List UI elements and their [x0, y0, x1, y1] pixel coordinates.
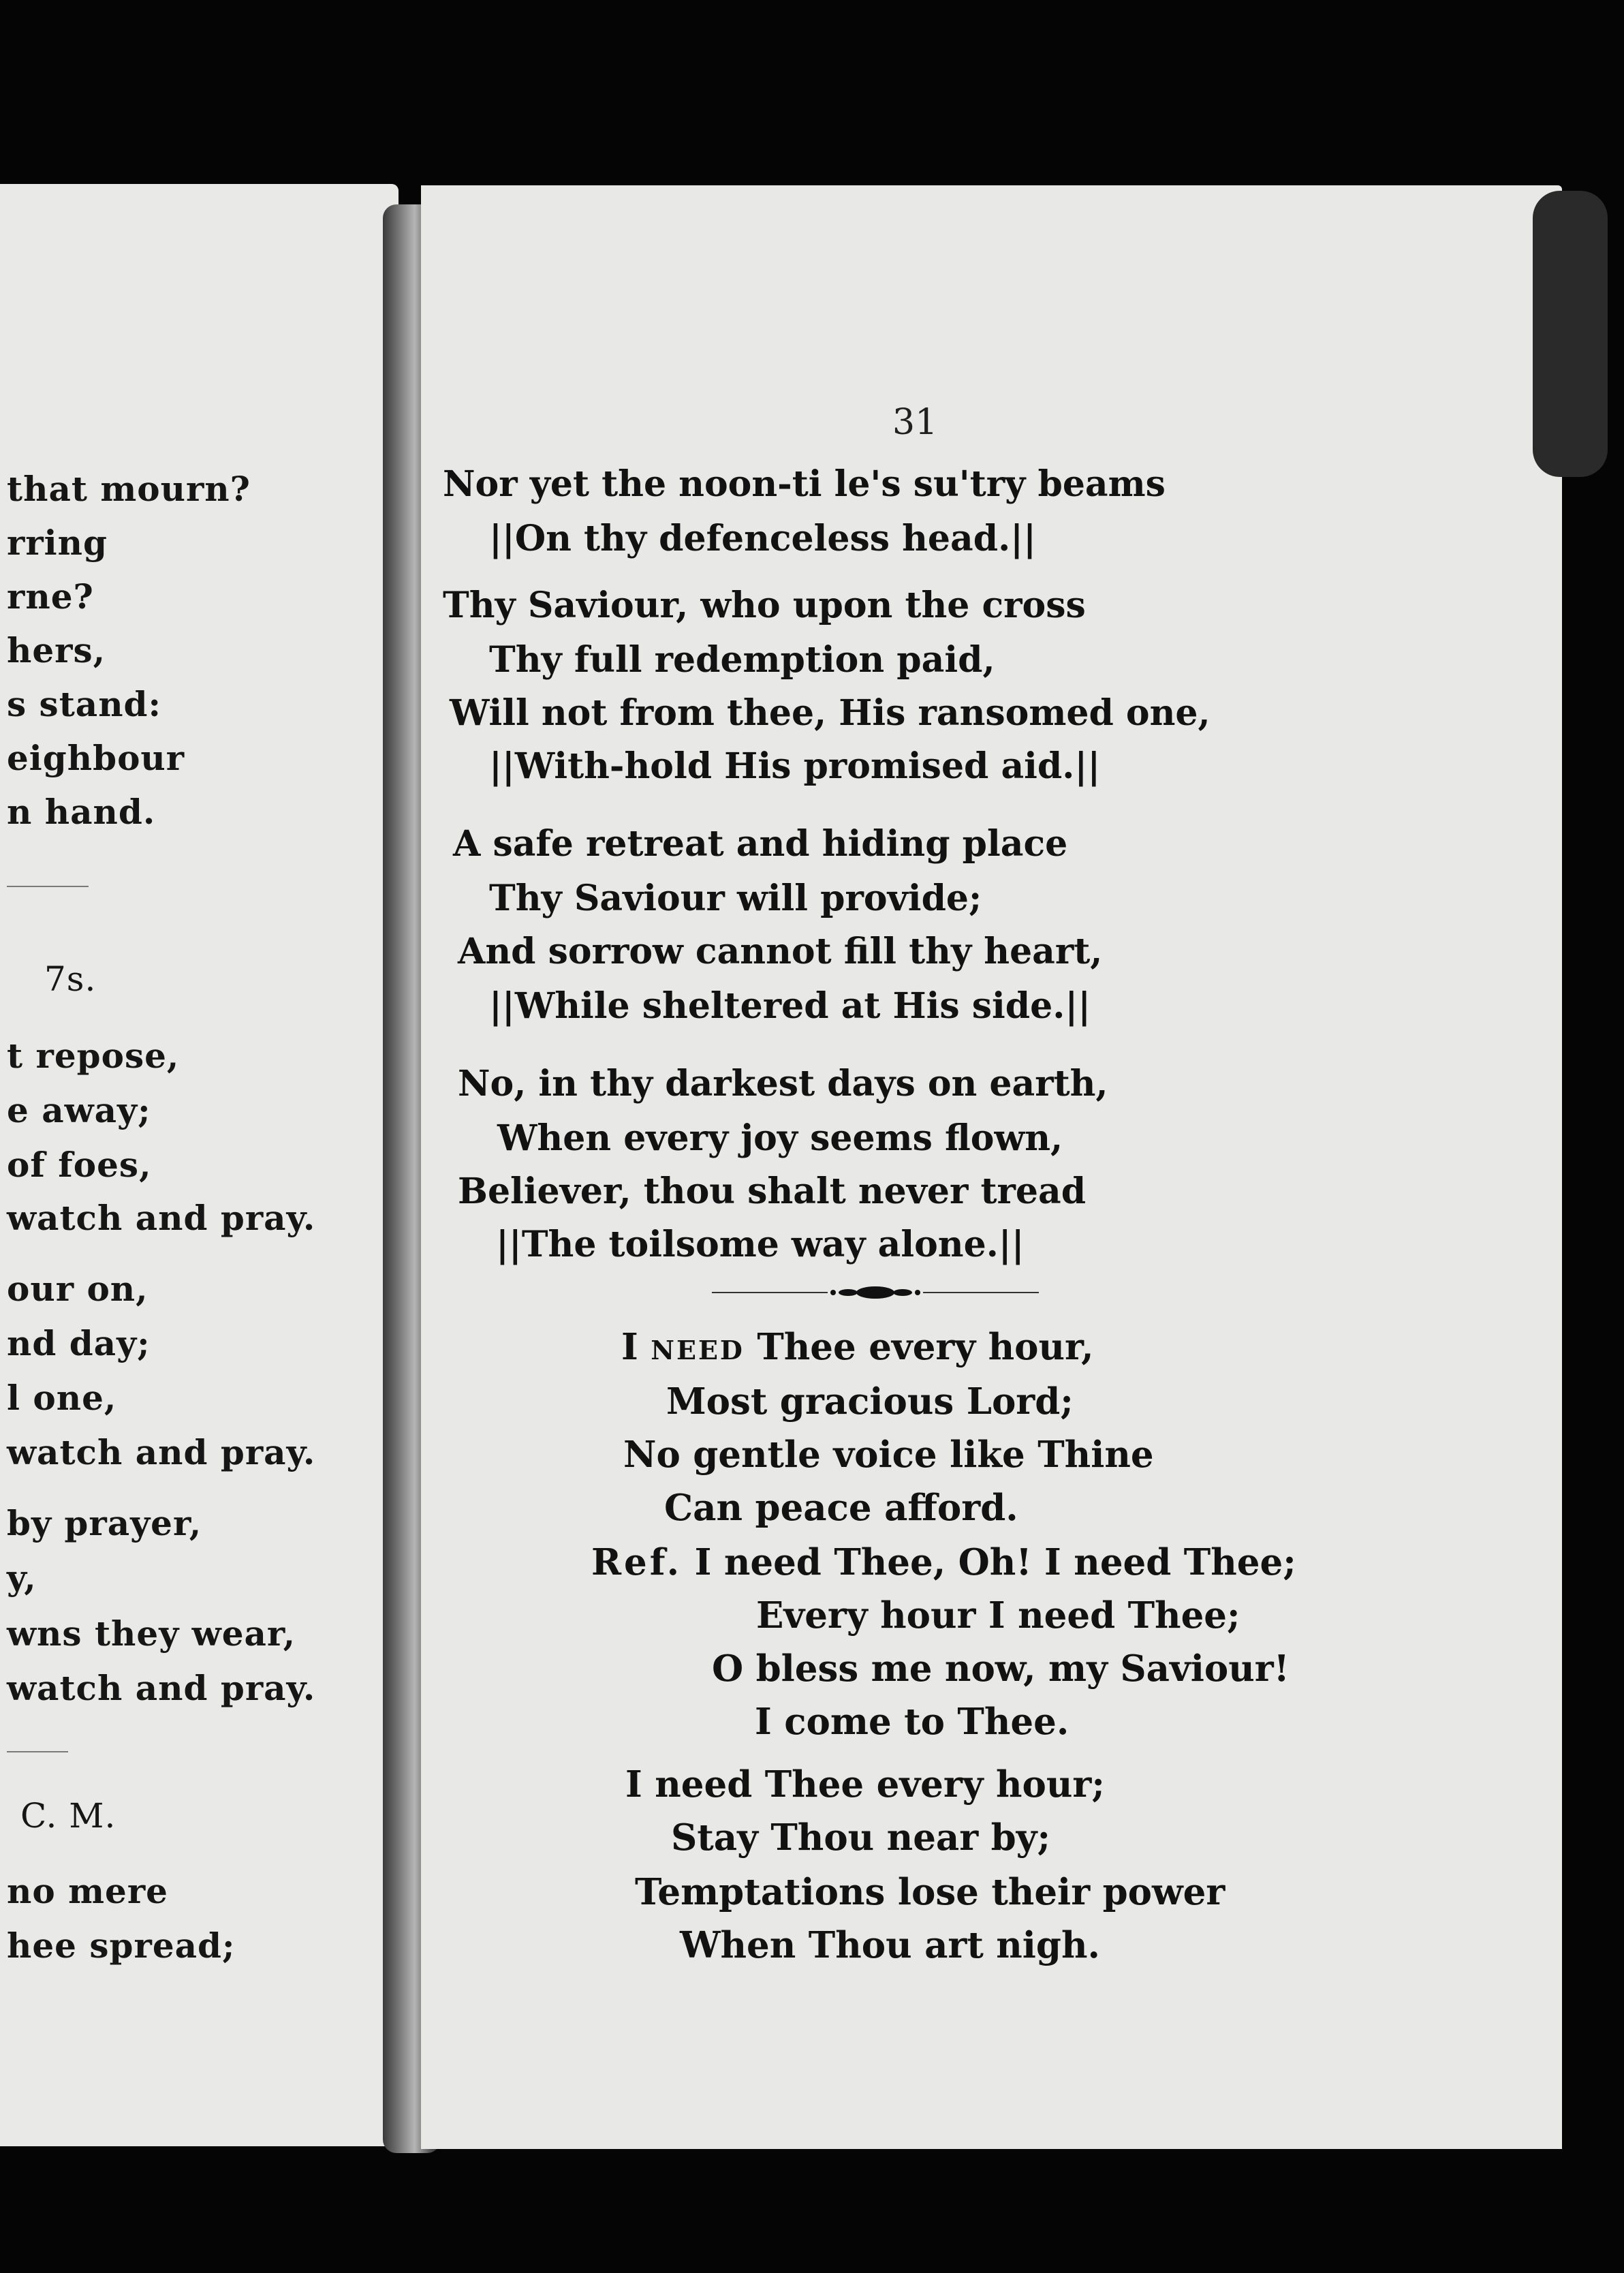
hymn-line: I come to Thee.	[755, 1701, 1069, 1743]
hymn-line: Believer, thou shalt never tread	[458, 1171, 1087, 1212]
hymn-line: Temptations lose their power	[635, 1871, 1225, 1913]
hymn-line: Stay Thou near by;	[671, 1816, 1051, 1859]
left-line: s stand:	[7, 684, 161, 724]
left-line: e away;	[7, 1090, 151, 1130]
hymn-line: Thy full redemption paid,	[489, 639, 995, 681]
left-line: watch and pray.	[7, 1668, 316, 1708]
left-line: nd day;	[7, 1323, 151, 1363]
hymn-line: Most gracious Lord;	[666, 1380, 1074, 1423]
refrain-first-line	[591, 1541, 1296, 1583]
hymn-line: When Thou art nigh.	[680, 1924, 1100, 1966]
dropcap: I	[621, 1326, 638, 1368]
hymn-line: ||While sheltered at His side.||	[489, 985, 1091, 1027]
meter-label: C. M.	[20, 1796, 116, 1836]
smallcaps-word: NEED	[651, 1335, 745, 1365]
left-line: no mere	[7, 1871, 168, 1911]
left-line: that mourn?	[7, 469, 251, 509]
meter-label: 7s.	[44, 959, 97, 999]
left-page	[0, 184, 399, 2146]
hymn-line: And sorrow cannot fill thy heart,	[458, 931, 1103, 972]
left-line: wns they wear,	[7, 1613, 296, 1654]
left-line: watch and pray.	[7, 1432, 316, 1472]
hymn-line: ||On thy defenceless head.||	[489, 518, 1037, 559]
hymn-line: O bless me now, my Saviour!	[712, 1648, 1290, 1690]
left-line: hers,	[7, 630, 106, 670]
hymn-line: ||The toilsome way alone.||	[496, 1224, 1025, 1265]
hymn-line: Thy Saviour will provide;	[489, 878, 982, 919]
left-line: t repose,	[7, 1036, 180, 1076]
hymn-line: Will not from thee, His ransomed one,	[450, 692, 1211, 734]
line-text: I need Thee, Oh! I need Thee;	[694, 1541, 1296, 1583]
hymn-line: Every hour I need Thee;	[756, 1594, 1240, 1637]
hymn-line: I need Thee every hour;	[625, 1763, 1105, 1806]
edge-shadow	[1533, 191, 1608, 477]
left-line: y,	[7, 1558, 37, 1598]
left-line: hee spread;	[7, 1926, 236, 1966]
section-rule	[7, 886, 89, 887]
section-rule	[7, 1751, 68, 1752]
left-line: rne?	[7, 576, 94, 617]
left-line: watch and pray.	[7, 1198, 316, 1238]
hymn-line: ||With-hold His promised aid.||	[489, 745, 1101, 787]
left-line: n hand.	[7, 792, 156, 832]
hymn-line: A safe retreat and hiding place	[453, 823, 1068, 865]
page-number: 31	[892, 402, 938, 443]
hymn-line: Thy Saviour, who upon the cross	[443, 585, 1086, 626]
refrain-label: Ref.	[591, 1541, 683, 1583]
left-line: our on,	[7, 1269, 149, 1309]
hymn-first-line	[621, 1326, 1094, 1368]
hymn-line: No gentle voice like Thine	[623, 1434, 1154, 1476]
hymn-line: When every joy seems flown,	[497, 1117, 1063, 1159]
hymn-line: Can peace afford.	[664, 1487, 1018, 1529]
hymn-line: Nor yet the noon-ti le's su'try beams	[443, 463, 1166, 505]
left-line: l one,	[7, 1378, 117, 1418]
left-line: of foes,	[7, 1145, 152, 1185]
left-line: eighbour	[7, 738, 185, 778]
left-line: by prayer,	[7, 1503, 202, 1543]
hymn-line: No, in thy darkest days on earth,	[458, 1063, 1108, 1104]
left-line: rring	[7, 523, 108, 563]
line-text: Thee every hour,	[757, 1326, 1094, 1368]
ornament-divider	[712, 1282, 1039, 1303]
